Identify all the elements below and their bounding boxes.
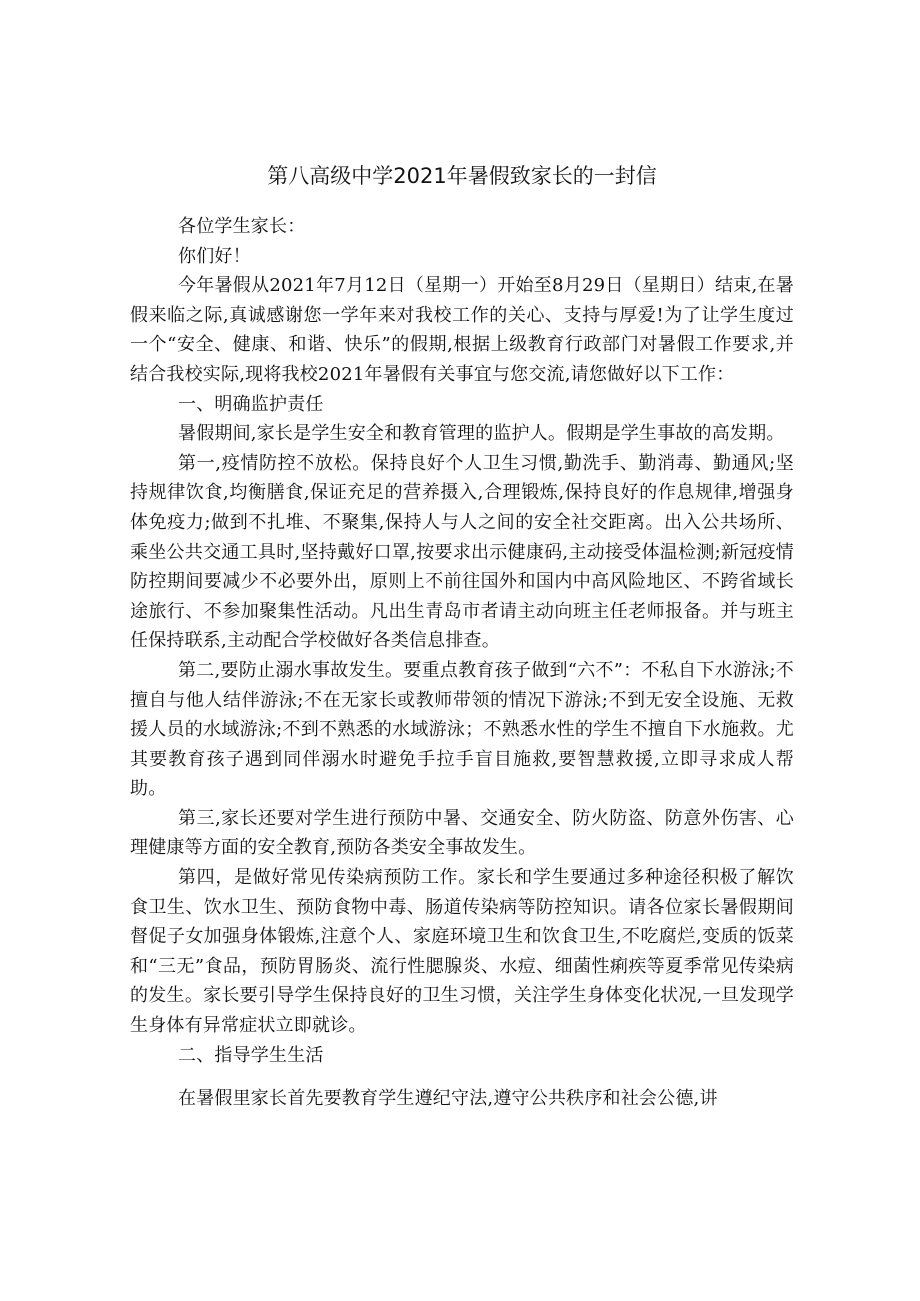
letter-page <box>130 162 794 1114</box>
intro-paragraph: 今年暑假从2021年7月12日（星期一）开始至8月29日（星期日）结束,在暑假来临之际,真诚感谢您一学年来对我校工作的关心、支持与厚爱!为了让学生度过一个“安全、健康、和谐、快乐”的假期,根据上级教育行政部门对暑假工作要求,并结合我校实际,现将我校2021年暑假有关事宜与您交流,请您做好以下工作： <box>130 275 794 385</box>
letter-title: 第八高级中学2021年暑假致家长的一封信 <box>267 164 657 188</box>
point-infectious-disease: 第四，是做好常见传染病预防工作。家长和学生要通过多种途径积极了解饮食卫生、饮水卫生、预防食物中毒、肠道传染病等防控知识。请各位家长暑假期间督促子女加强身体锻炼,注意个人、家庭环境卫生和饮食卫生,不吃腐烂,变质的饭菜和“三无”食品，预防胃肠炎、流行性腮腺炎、水痘、细菌性痢疾等夏季常见传染病的发生。家长要引导学生保持良好的卫生习惯，关注学生身体变化状况,一旦发现学生身体有异常症状立即就诊。 <box>130 867 794 1037</box>
section-heading-1: 一、明确监护责任 <box>178 393 324 415</box>
salutation: 各位学生家长： <box>178 216 306 237</box>
greeting: 你们好！ <box>178 245 251 267</box>
point-safety: 第三,家长还要对学生进行预防中暑、交通安全、防火防盗、防意外伤害、心理健康等方面的安全教育,预防各类安全事故发生。 <box>130 807 794 859</box>
section-heading-2: 二、指导学生生活 <box>178 1044 324 1066</box>
section1-lead: 暑假期间,家长是学生安全和教育管理的监护人。假期是学生事故的高发期。 <box>178 423 785 445</box>
point-drowning: 第二,要防止溺水事故发生。要重点教育孩子做到“六不”：不私自下水游泳;不擅自与他人结伴游泳;不在无家长或教师带领的情况下游泳;不到无安全设施、无救援人员的水域游泳;不到不熟悉的水域游泳；不熟悉水性的学生不擅自下水施救。尤其要教育孩子遇到同伴溺水时避免手拉手盲目施救,要智慧救援,立即寻求成人帮助。 <box>130 659 794 800</box>
point-epidemic: 第一,疫情防控不放松。保持良好个人卫生习惯,勤洗手、勤消毒、勤通风;坚持规律饮食,均衡膳食,保证充足的营养摄入,合理锻炼,保持良好的作息规律,增强身体免疫力;做到不扎堆、不聚集,保持人与人之间的安全社交距离。出入公共场所、乘坐公共交通工具时,坚持戴好口罩,按要求出示健康码,主动接受体温检测;新冠疫情防控期间要减少不必要外出，原则上不前往国外和国内中高风险地区、不跨省域长途旅行、不参加聚集性活动。凡出生青岛市者请主动向班主任老师报备。并与班主任保持联系,主动配合学校做好各类信息排查。 <box>130 452 794 652</box>
section2-lead: 在暑假里家长首先要教育学生遵纪守法,遵守公共秩序和社会公德,讲 <box>178 1088 718 1110</box>
